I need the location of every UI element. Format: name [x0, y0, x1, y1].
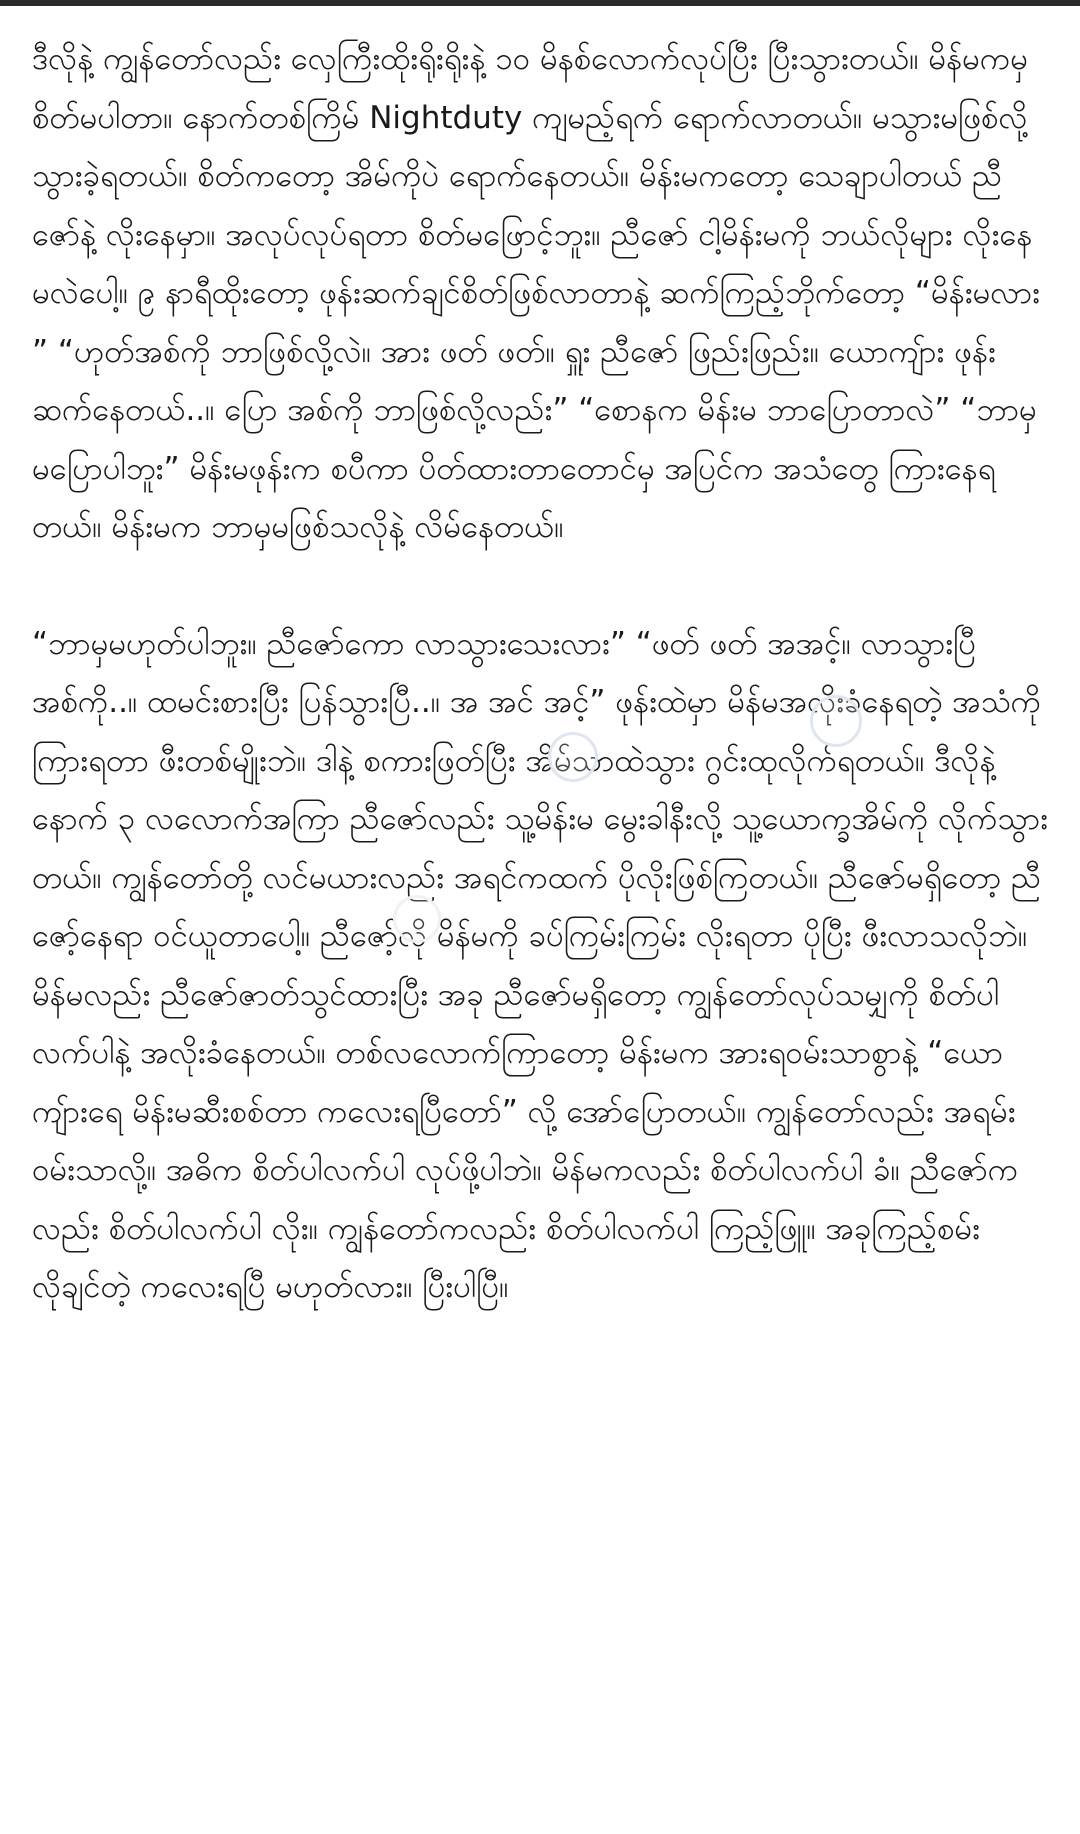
touch-indicator-circle: [548, 732, 598, 782]
touch-indicator-circle: [393, 895, 441, 943]
story-text: [32, 30, 1048, 1317]
top-edge-bar: [0, 0, 1080, 6]
paragraph-2: “ဘာမှမဟုတ်ပါဘူး။ ညီဇော်ကော လာသွားသေးလား” “ဖတ် ဖတ် အအင့်။ လာသွားပြီ အစ်ကို..။ ထမင်းစားပြီး ပြန်သွားပြီ..။ အ အင် အင့်” ဖုန်းထဲမှာ မိန်မအလိုးခံနေရတဲ့ အသံကို ကြားရတာ ဖီးတစ်မျိုးဘဲ။ ဒါနဲ့ စကားဖြတ်ပြီး အိမ်သာထဲသွား ဂွင်းထုလိုက်ရတယ်။ ဒီလိုနဲ့ နောက် ၃ လလောက်အကြာ ညီဇော်လည်း သူ့မိန်းမ မွေးခါနီးလို့ သူ့ယောက္ခအိမ်ကို လိုက်သွားတယ်။ ကျွန်တော်တို့ လင်မယားလည်း အရင်ကထက် ပိုလိုးဖြစ်ကြတယ်။ ညီဇော်မရှိတော့ ညီဇော့်နေရာ ဝင်ယူတာပေါ့။ ညီဇော့်လို မိန်မကို ခပ်ကြမ်းကြမ်း လိုးရတာ ပိုပြီး ဖီးလာသလိုဘဲ။ မိန်မလည်း ညီဇော်ဇာတ်သွင်ထားပြီး အခု ညီဇော်မရှိတော့ ကျွန်တော်လုပ်သမျှကို စိတ်ပါလက်ပါနဲ့ အလိုးခံနေတယ်။ တစ်လလောက်ကြာတော့ မိန်းမက အားရဝမ်းသာစွာနဲ့ “ယောကျ်ားရေ မိန်းမဆီးစစ်တာ ကလေးရပြီတော်” လို့ အော်ပြောတယ်။ ကျွန်တော်လည်း အရမ်းဝမ်းသာလို့။ အဓိက စိတ်ပါလက်ပါ လုပ်ဖို့ပါဘဲ။ မိန်မကလည်း စိတ်ပါလက်ပါ ခံ။ ညီဇော်ကလည်း စိတ်ပါလက်ပါ လိုး။ ကျွန်တော်ကလည်း စိတ်ပါလက်ပါ ကြည့်ဖြူ။ အခုကြည့်စမ်း လိုချင်တဲ့ ကလေးရပြီ မဟုတ်လား။ ပြီးပါပြီ။: [32, 625, 1048, 1305]
paragraph-1: ဒီလိုနဲ့ ကျွန်တော်လည်း လှေကြီးထိုးရိုးရိုးနဲ့ ၁၀ မိနစ်လောက်လုပ်ပြီး ပြီးသွားတယ်။ မိန်မကမှ စိတ်မပါတာ။ နောက်တစ်ကြိမ် Nightduty ကျမည့်ရက် ရောက်လာတယ်။ မသွားမဖြစ်လို့ သွားခဲ့ရတယ်။ စိတ်ကတော့ အိမ်ကိုပဲ ရောက်နေတယ်။ မိန်းမကတော့ သေချာပါတယ် ညီဇော်နဲ့ လိုးနေမှာ။ အလုပ်လုပ်ရတာ စိတ်မဖြောင့်ဘူး။ ညီဇော် ငါ့မိန်းမကို ဘယ်လိုများ လိုးနေမလဲပေါ့။ ၉ နာရီထိုးတော့ ဖုန်းဆက်ချင်စိတ်ဖြစ်လာတာနဲ့ ဆက်ကြည့်ဘိုက်တော့ “မိန်းမလား ” “ဟုတ်အစ်ကို ဘာဖြစ်လို့လဲ။ အား ဖတ် ဖတ်။ ရှူး ညီဇော် ဖြည်းဖြည်း။ ယောကျ်ား ဖုန်းဆက်နေတယ်..။ ပြော အစ်ကို ဘာဖြစ်လို့လည်း” “စောနက မိန်းမ ဘာပြောတာလဲ” “ဘာမှမပြောပါဘူး” မိန်းမဖုန်းက စပီကာ ပိတ်ထားတာတောင်မှ အပြင်က အသံတွေ ကြားနေရတယ်။ မိန်းမက ဘာမှမဖြစ်သလိုနဲ့ လိမ်နေတယ်။: [32, 41, 1040, 545]
touch-indicator-circle: [810, 695, 862, 747]
